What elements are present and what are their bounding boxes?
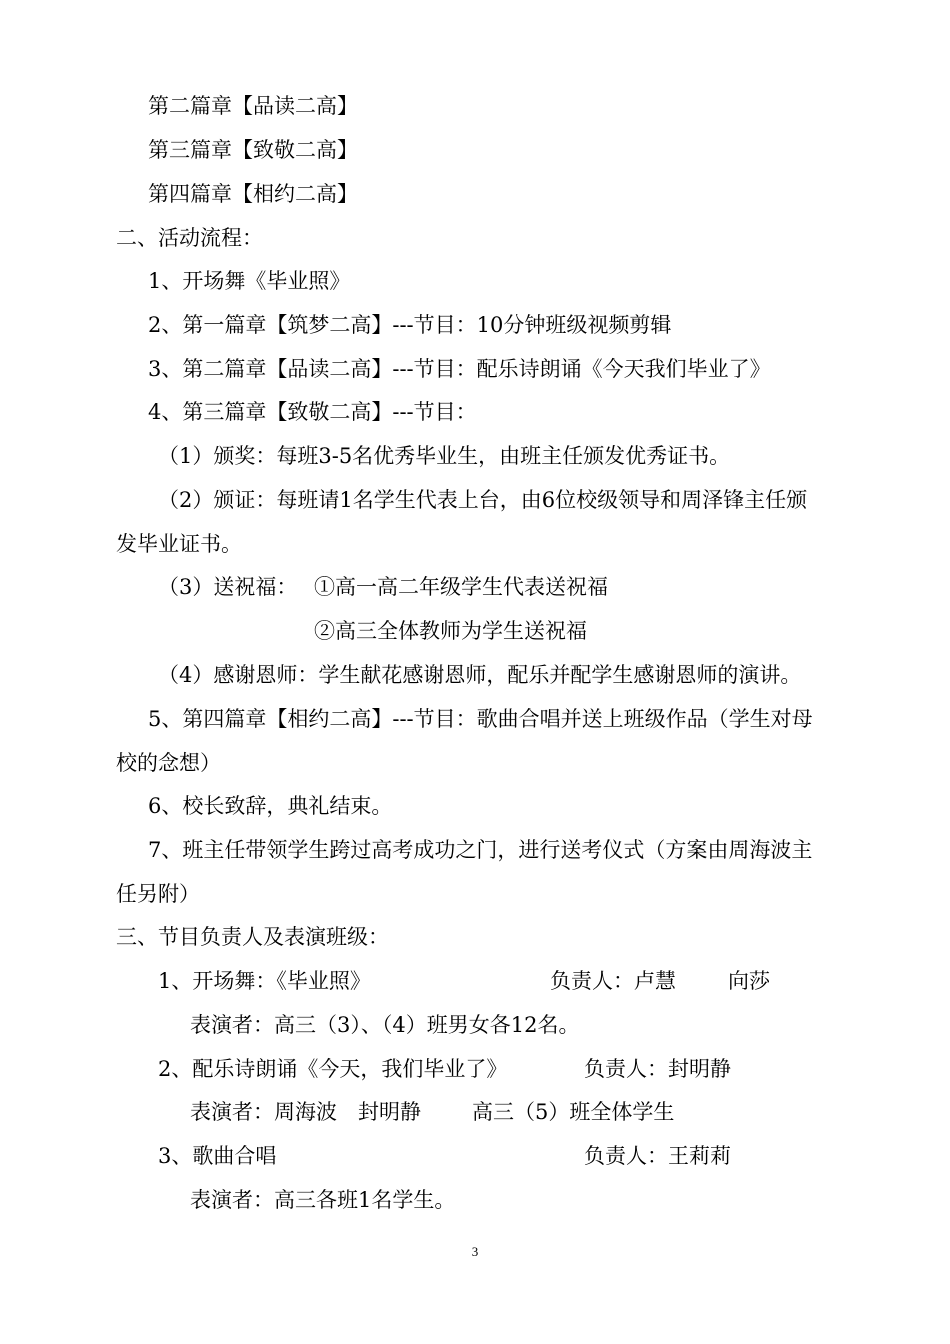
process-sub-2-line-1: （2）颁证：每班请1名学生代表上台，由6位校级领导和周泽锋主任颁 — [158, 488, 808, 512]
process-item-2: 2、第一篇章【筑梦二高】---节目：10分钟班级视频剪辑 — [148, 313, 672, 337]
programs-heading: 三、节目负责人及表演班级： — [116, 925, 389, 949]
process-sub-1: （1）颁奖：每班3-5名优秀毕业生，由班主任颁发优秀证书。 — [158, 444, 731, 468]
process-item-5-line-2: 校的念想） — [116, 751, 221, 775]
chapter-4-line: 第四篇章【相约二高】 — [148, 182, 358, 206]
process-sub-3-b: ②高三全体教师为学生送祝福 — [314, 619, 587, 643]
program-1-performers: 表演者：高三（3）、（4）班男女各12名。 — [190, 1013, 580, 1037]
process-item-7-line-2: 任另附） — [116, 882, 200, 906]
process-item-4: 4、第三篇章【致敬二高】---节目： — [148, 400, 477, 424]
process-item-1: 1、开场舞《毕业照》 — [148, 269, 351, 293]
program-1-title: 1、开场舞：《毕业照》 — [158, 969, 371, 993]
process-item-7-line-1: 7、班主任带领学生跨过高考成功之门，进行送考仪式（方案由周海波主 — [148, 838, 813, 862]
process-sub-2-line-2: 发毕业证书。 — [116, 532, 242, 556]
chapter-2-line: 第二篇章【品读二高】 — [148, 94, 358, 118]
process-item-6: 6、校长致辞，典礼结束。 — [148, 794, 393, 818]
process-item-5-line-1: 5、第四篇章【相约二高】---节目：歌曲合唱并送上班级作品（学生对母 — [148, 707, 813, 731]
program-2-performers: 表演者：周海波 封明静 — [190, 1100, 421, 1124]
page-number: 3 — [471, 1244, 479, 1259]
program-2-owner: 负责人：封明静 — [584, 1057, 731, 1081]
program-2-performers-class: 高三（5）班全体学生 — [472, 1100, 675, 1124]
process-sub-4: （4）感谢恩师：学生献花感谢恩师，配乐并配学生感谢恩师的演讲。 — [158, 663, 802, 687]
program-1-owner: 负责人：卢慧 — [550, 969, 676, 993]
program-1-owner-2: 向莎 — [728, 969, 770, 993]
process-item-3: 3、第二篇章【品读二高】---节目：配乐诗朗诵《今天我们毕业了》 — [148, 357, 771, 381]
program-3-owner: 负责人：王莉莉 — [584, 1144, 731, 1168]
program-3-title: 3、歌曲合唱 — [158, 1144, 277, 1168]
program-2-title: 2、配乐诗朗诵《今天，我们毕业了》 — [158, 1057, 508, 1081]
chapter-3-line: 第三篇章【致敬二高】 — [148, 138, 358, 162]
program-3-performers: 表演者：高三各班1名学生。 — [190, 1188, 456, 1212]
process-sub-3-label: （3）送祝福： — [158, 575, 298, 599]
process-sub-3-a: ①高一高二年级学生代表送祝福 — [314, 575, 608, 599]
process-heading: 二、活动流程： — [116, 226, 263, 250]
